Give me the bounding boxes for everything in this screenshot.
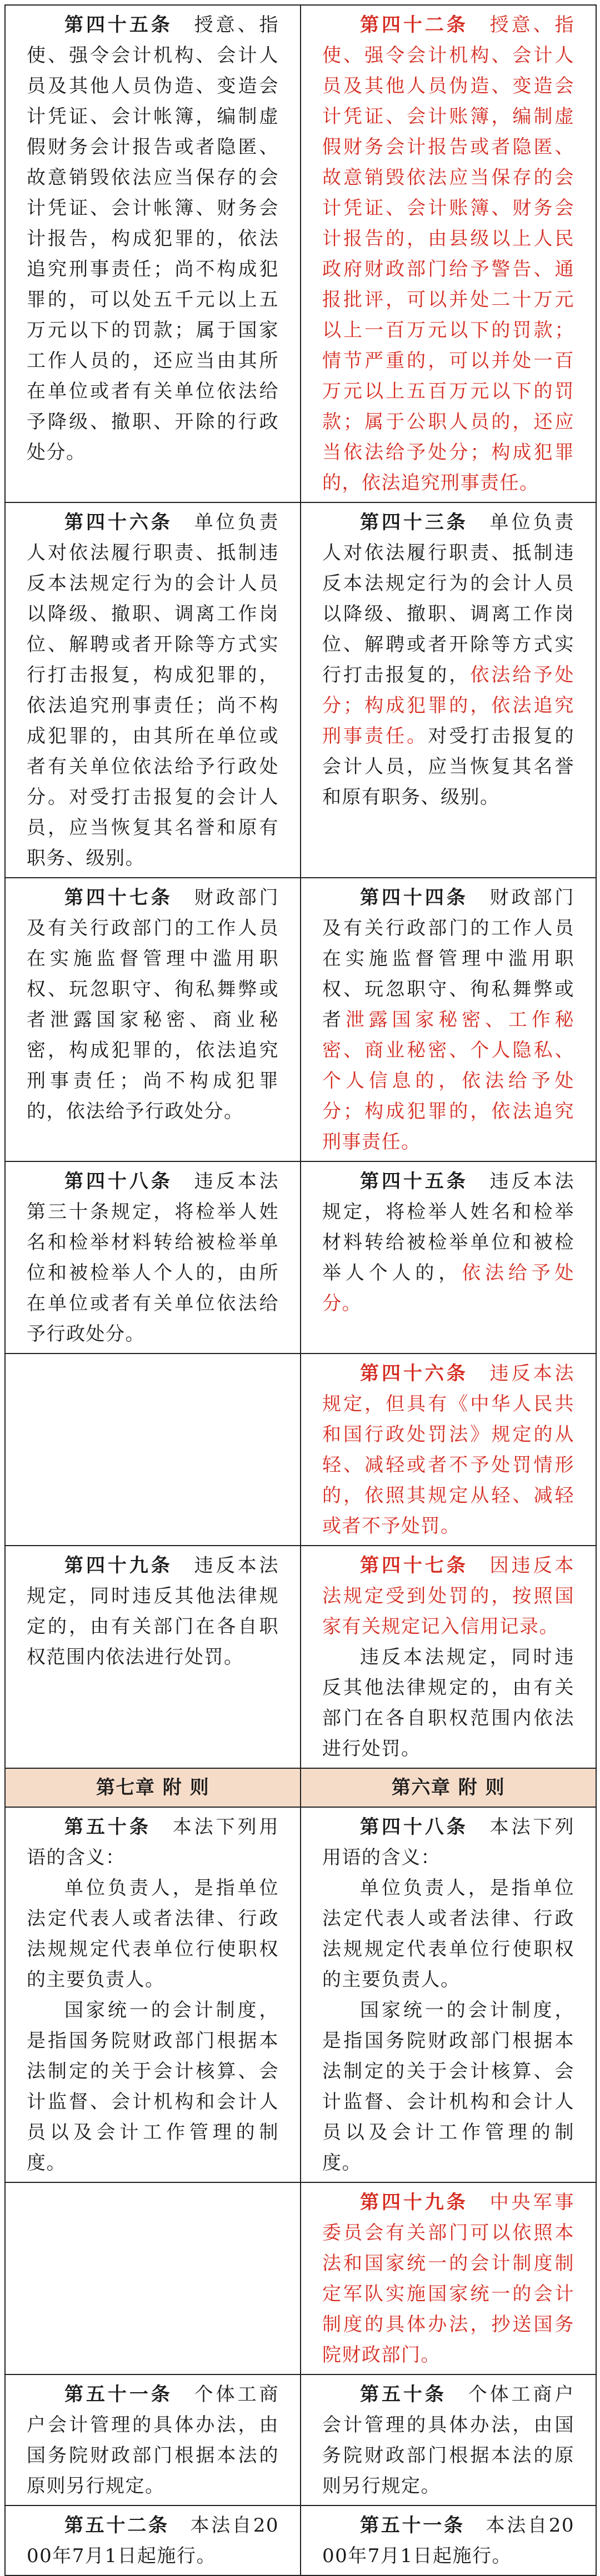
old-law-cell: [5, 1807, 301, 2182]
old-chapter-title: 第七章 附 则: [5, 1768, 301, 1807]
article-row: [5, 502, 596, 878]
new-law-cell: [301, 2374, 596, 2505]
new-law-cell: [301, 1354, 596, 1546]
article-row: [5, 2374, 596, 2505]
article-number: 第五十条: [64, 1816, 151, 1838]
amended-text: 依法给予处分。: [322, 1262, 575, 1315]
article-paragraph: [27, 1166, 279, 1350]
article-text: 国家统一的会计制度，是指国务院财政部门根据本法制定的关于会计核算、会计监督、会计机构和会计人员以及会计工作管理的制度。: [27, 1999, 279, 2174]
article-paragraph: [322, 1551, 574, 1642]
article-paragraph: [27, 1995, 279, 2178]
article-text: 授意、指使、强令会计机构、会计人员及其他人员伪造、变造会计凭证、会计帐簿，编制虚假财务会计报告或者隐匿、故意销毁依法应当保存的会计凭证、会计帐簿、财务会计报告，构成犯罪的，依法追究刑事责任；尚不构成犯罪的，可以处五千元以上五万元以下的罚款；属于国家工作人员的，还应当由其所在单位或者有关单位依法给予降级、撤职、开除的行政处分。: [27, 14, 279, 464]
article-paragraph: [322, 507, 574, 813]
article-text: 财政部门及有关行政部门的工作人员在实施监督管理中滥用职权、玩忽职守、徇私舞弊或者: [322, 887, 575, 1031]
article-number: 第四十七条: [64, 887, 173, 909]
amended-text: 中央军事委员会有关部门可以依照本法和国家统一的会计制度制定军队实施国家统一的会计制度的具体办法，抄送国务院财政部门。: [322, 2191, 575, 2366]
article-row: [5, 1354, 596, 1546]
article-text: 单位负责人对依法履行职责、抵制违反本法规定行为的会计人员以降级、撤职、调离工作岗位、解聘或者开除等方式实行打击报复，构成犯罪的，依法追究刑事责任；尚不构成犯罪的，由其所在单位或者有关单位依法给予行政处分。对受打击报复的会计人员，应当恢复其名誉和原有职务、级别。: [27, 511, 279, 869]
article-text: 本法自2000年7月1日起施行。: [27, 2514, 279, 2567]
old-law-cell: [5, 1161, 301, 1354]
article-text: 财政部门及有关行政部门的工作人员在实施监督管理中滥用职权、玩忽职守、徇私舞弊或者泄露国家秘密、商业秘密，构成犯罪的，依法追究刑事责任；尚不构成犯罪的，依法给予行政处分。: [27, 887, 279, 1123]
old-law-cell: [5, 502, 301, 878]
amended-text: 泄露国家秘密、工作秘密、商业秘密、个人隐私、个人信息的，依法给予处分；构成犯罪的，依法追究刑事责任。: [322, 1009, 575, 1153]
article-text: 违反本法规定，同时违反其他法律规定的，由有关部门在各自职权范围内依法进行处罚。: [27, 1554, 279, 1668]
amended-text: 违反本法规定，但具有《中华人民共和国行政处罚法》规定的从轻、减轻或者不予处罚情形的，依照其规定从轻、减轻或者不予处罚。: [322, 1362, 575, 1537]
amended-text: 依法给予处分；构成犯罪的，依法追究刑事责任。: [322, 664, 575, 747]
article-number: 第四十五条: [64, 14, 173, 36]
article-paragraph: [27, 2379, 279, 2502]
article-paragraph: [322, 883, 574, 1158]
article-row: [5, 878, 596, 1161]
chapter-header-row: [5, 1768, 596, 1807]
new-law-cell: [301, 1546, 596, 1768]
old-law-cell: [5, 1546, 301, 1768]
law-comparison-table: [4, 4, 597, 2576]
article-number: 第四十八条: [360, 1816, 468, 1838]
article-paragraph: [322, 1873, 574, 1995]
old-law-cell: [5, 878, 301, 1161]
article-text: 对受打击报复的会计人员，应当恢复其名誉和原有职务、级别。: [322, 725, 575, 808]
article-paragraph: [27, 507, 279, 874]
article-number: 第四十八条: [64, 1170, 173, 1193]
article-number: 第五十一条: [64, 2383, 173, 2406]
article-paragraph: [27, 1873, 279, 1995]
article-text: 违反本法规定，将检举人姓名和检举材料转给被检举单位和被检举人个人的，: [322, 1170, 575, 1284]
old-law-cell: [5, 5, 301, 502]
old-law-cell: [5, 2182, 301, 2374]
article-text: 本法自2000年7月1日起施行。: [322, 2514, 575, 2567]
article-paragraph: [27, 1812, 279, 1873]
comparison-table-body: [5, 5, 596, 2575]
new-law-cell: [301, 5, 596, 502]
article-paragraph: [27, 883, 279, 1127]
article-paragraph: [322, 1642, 574, 1764]
article-paragraph: [322, 2510, 574, 2572]
new-law-cell: [301, 502, 596, 878]
article-number: 第五十二条: [64, 2514, 169, 2537]
article-paragraph: [27, 1551, 279, 1673]
article-paragraph: [322, 1995, 574, 2178]
article-number: 第四十六条: [64, 511, 173, 534]
article-text: 个体工商户会计管理的具体办法，由国务院财政部门根据本法的原则另行规定。: [322, 2383, 575, 2497]
article-paragraph: [27, 2510, 279, 2572]
old-law-cell: [5, 1354, 301, 1546]
old-law-cell: [5, 2374, 301, 2505]
amended-text: 因违反本法规定受到处罚的，按照国家有关规定记入信用记录。: [322, 1554, 575, 1638]
article-number: 第四十五条: [360, 1170, 468, 1193]
new-law-cell: [301, 878, 596, 1161]
article-number: 第四十六条: [360, 1362, 468, 1385]
article-row: [5, 1807, 596, 2182]
article-row: [5, 5, 596, 502]
article-text: 本法下列用语的含义：: [322, 1816, 575, 1869]
article-text: 违反本法第三十条规定，将检举人姓名和检举材料转给被检举单位和被检举人个人的，由所在单位或者有关单位依法给予行政处分。: [27, 1170, 279, 1345]
article-paragraph: [322, 1166, 574, 1319]
article-number: 第四十九条: [360, 2191, 468, 2213]
new-law-cell: [301, 1807, 596, 2182]
amended-text: 授意、指使、强令会计机构、会计人员及其他人员伪造、变造会计凭证、会计账簿，编制虚假财务会计报告或者隐匿、故意销毁依法应当保存的会计凭证、会计账簿、财务会计报告的，由县级以上人民政府财政部门给予警告、通报批评，可以并处二十万元以上一百万元以下的罚款；情节严重的，可以并处一百万元以上五百万元以下的罚款；属于公职人员的，还应当依法给予处分；构成犯罪的，依法追究刑事责任。: [322, 14, 575, 494]
article-paragraph: [322, 2187, 574, 2371]
article-number: 第四十二条: [360, 14, 468, 36]
new-law-cell: [301, 2505, 596, 2575]
new-law-cell: [301, 2182, 596, 2374]
article-paragraph: [322, 10, 574, 499]
article-text: 个体工商户会计管理的具体办法，由国务院财政部门根据本法的原则另行规定。: [27, 2383, 279, 2497]
article-row: [5, 2182, 596, 2374]
article-number: 第四十九条: [64, 1554, 173, 1577]
article-row: [5, 1546, 596, 1768]
article-text: 本法下列用语的含义：: [27, 1816, 279, 1869]
article-number: 第四十七条: [360, 1554, 468, 1577]
article-row: [5, 2505, 596, 2575]
article-text: 违反本法规定，同时违反其他法律规定的，由有关部门在各自职权范围内依法进行处罚。: [322, 1646, 574, 1760]
article-number: 第五十一条: [360, 2514, 465, 2537]
article-row: [5, 1161, 596, 1354]
article-number: 第五十条: [360, 2383, 447, 2406]
old-law-cell: [5, 2505, 301, 2575]
article-text: 国家统一的会计制度，是指国务院财政部门根据本法制定的关于会计核算、会计监督、会计机构和会计人员以及会计工作管理的制度。: [322, 1999, 574, 2174]
article-text: 单位负责人对依法履行职责、抵制违反本法规定行为的会计人员以降级、撤职、调离工作岗位、解聘或者开除等方式实行打击报复的，: [322, 511, 575, 686]
article-text: 单位负责人，是指单位法定代表人或者法律、行政法规规定代表单位行使职权的主要负责人。: [27, 1877, 279, 1991]
article-number: 第四十四条: [360, 887, 468, 909]
article-number: 第四十三条: [360, 511, 468, 534]
new-chapter-title: 第六章 附 则: [301, 1768, 596, 1807]
article-paragraph: [322, 1359, 574, 1542]
article-paragraph: [322, 2379, 574, 2502]
new-law-cell: [301, 1161, 596, 1354]
article-paragraph: [27, 10, 279, 468]
article-paragraph: [322, 1812, 574, 1873]
article-text: 单位负责人，是指单位法定代表人或者法律、行政法规规定代表单位行使职权的主要负责人。: [322, 1877, 574, 1991]
